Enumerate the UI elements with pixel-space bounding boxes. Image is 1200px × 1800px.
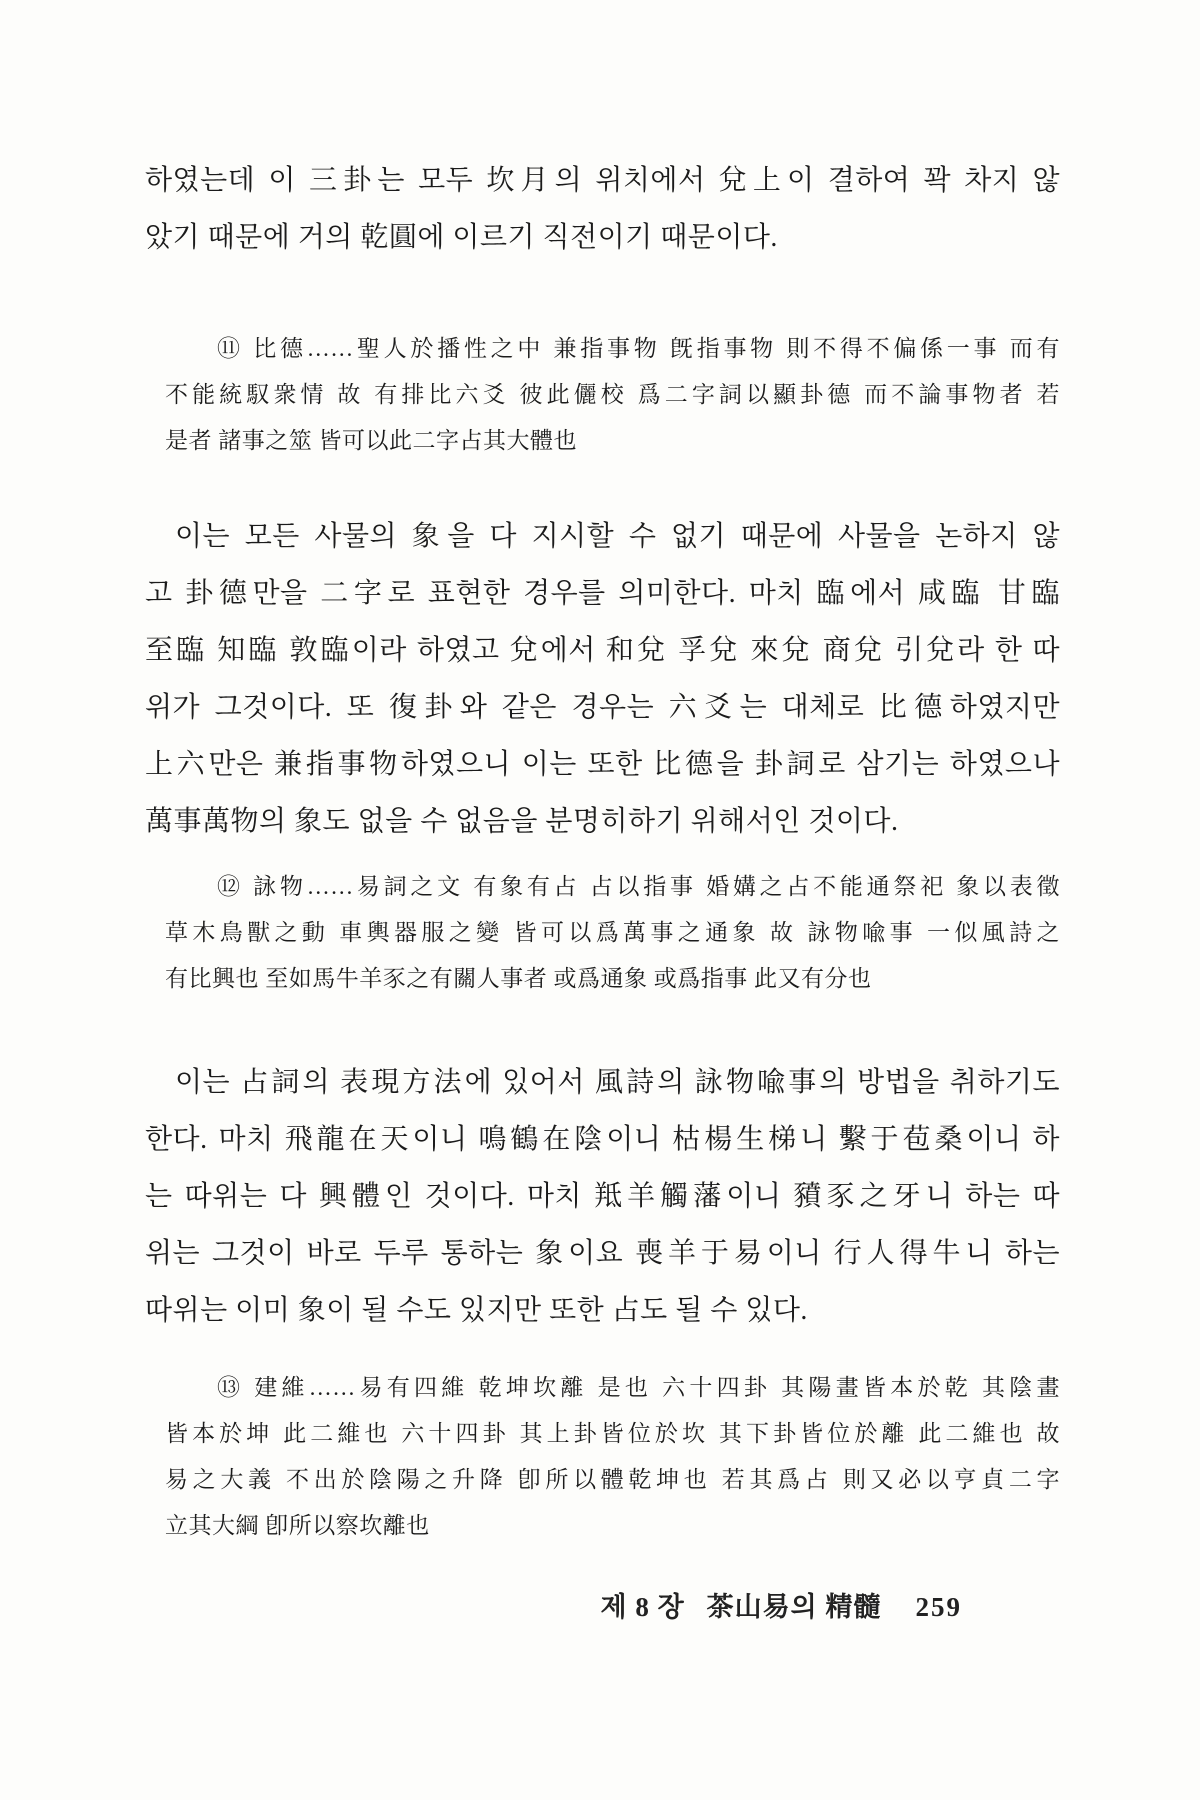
footer-chapter-label: 제 8 장 [600,1592,685,1622]
quote-line: 皆本於坤 此二維也 六十四卦 其上卦皆位於坎 其下卦皆位於離 此二維也 故 [165,1421,1060,1446]
text-line: 위는 그것이 바로 두루 통하는 象이요 喪羊于易이니 行人得牛니 하는 [145,1238,1060,1269]
paragraph-commentary-12 [145,1054,1060,1339]
text-line: 至臨 知臨 敦臨이라 하였고 兌에서 和兌 孚兌 來兌 商兌 引兌라 한 따 [145,635,1060,666]
quote-block-11 [165,326,1060,464]
text-line: 았기 때문에 거의 乾圓에 이르기 직전이기 때문이다. [145,222,778,253]
quote-block-12 [165,864,1060,1002]
text-line: 하였는데 이 三卦는 모두 坎月의 위치에서 兌上이 결하여 꽉 차지 않 [145,165,1060,196]
text-line: 는 따위는 다 興體인 것이다. 마치 羝羊觸藩이니 豶豕之牙니 하는 따 [145,1181,1060,1212]
footer-chapter-title: 茶山易의 精髓 [706,1592,882,1622]
paragraph-continuation [145,152,1060,266]
quote-line: 草木鳥獸之動 車輿器服之變 皆可以爲萬事之通象 故 詠物喩事 一似風詩之 [165,920,1060,945]
text-line: 고 卦德만을 二字로 표현한 경우를 의미한다. 마치 臨에서 咸臨 甘臨 [145,578,1060,609]
quote-line: 立其大綱 卽所以察坎離也 [165,1513,430,1538]
quote-line: 不能統馭衆情 故 有排比六爻 彼此儷校 爲二字詞以顯卦德 而不論事物者 若 [165,382,1060,407]
quote-line: 易之大義 不出於陰陽之升降 卽所以體乾坤也 若其爲占 則又必以亨貞二字 [165,1467,1060,1492]
text-line: 萬事萬物의 象도 없을 수 없음을 분명히하기 위해서인 것이다. [145,806,899,837]
quote-line: ⑫ 詠物……易詞之文 有象有占 占以指事 婚媾之占不能通祭祀 象以表徵 [217,874,1060,899]
text-line: 한다. 마치 飛龍在天이니 鳴鶴在陰이니 枯楊生梯니 繫于苞桑이니 하 [145,1124,1060,1155]
quote-block-13 [165,1365,1060,1549]
text-line: 위가 그것이다. 또 復卦와 같은 경우는 六爻는 대체로 比德하였지만 [145,692,1060,723]
paragraph-commentary-11 [145,508,1060,850]
text-line: 이는 占詞의 表現方法에 있어서 風詩의 詠物喩事의 방법을 취하기도 [175,1067,1060,1098]
quote-line: 是者 諸事之筮 皆可以此二字占其大體也 [165,428,577,453]
text-line: 따위는 이미 象이 될 수도 있지만 또한 占도 될 수 있다. [145,1295,808,1326]
page-footer [0,1585,1200,1624]
text-line: 上六만은 兼指事物하였으니 이는 또한 比德을 卦詞로 삼기는 하였으나 [145,749,1060,780]
text-line: 이는 모든 사물의 象을 다 지시할 수 없기 때문에 사물을 논하지 않 [175,521,1060,552]
quote-line: 有比興也 至如馬牛羊豕之有關人事者 或爲通象 或爲指事 此又有分也 [165,966,872,991]
quote-line: ⑬ 建維……易有四維 乾坤坎離 是也 六十四卦 其陽畫皆本於乾 其陰畫 [217,1375,1060,1400]
quote-line: ⑪ 比德……聖人於播性之中 兼指事物 旣指事物 則不得不偏係一事 而有 [217,336,1060,361]
footer-page-number: 259 [915,1592,962,1622]
